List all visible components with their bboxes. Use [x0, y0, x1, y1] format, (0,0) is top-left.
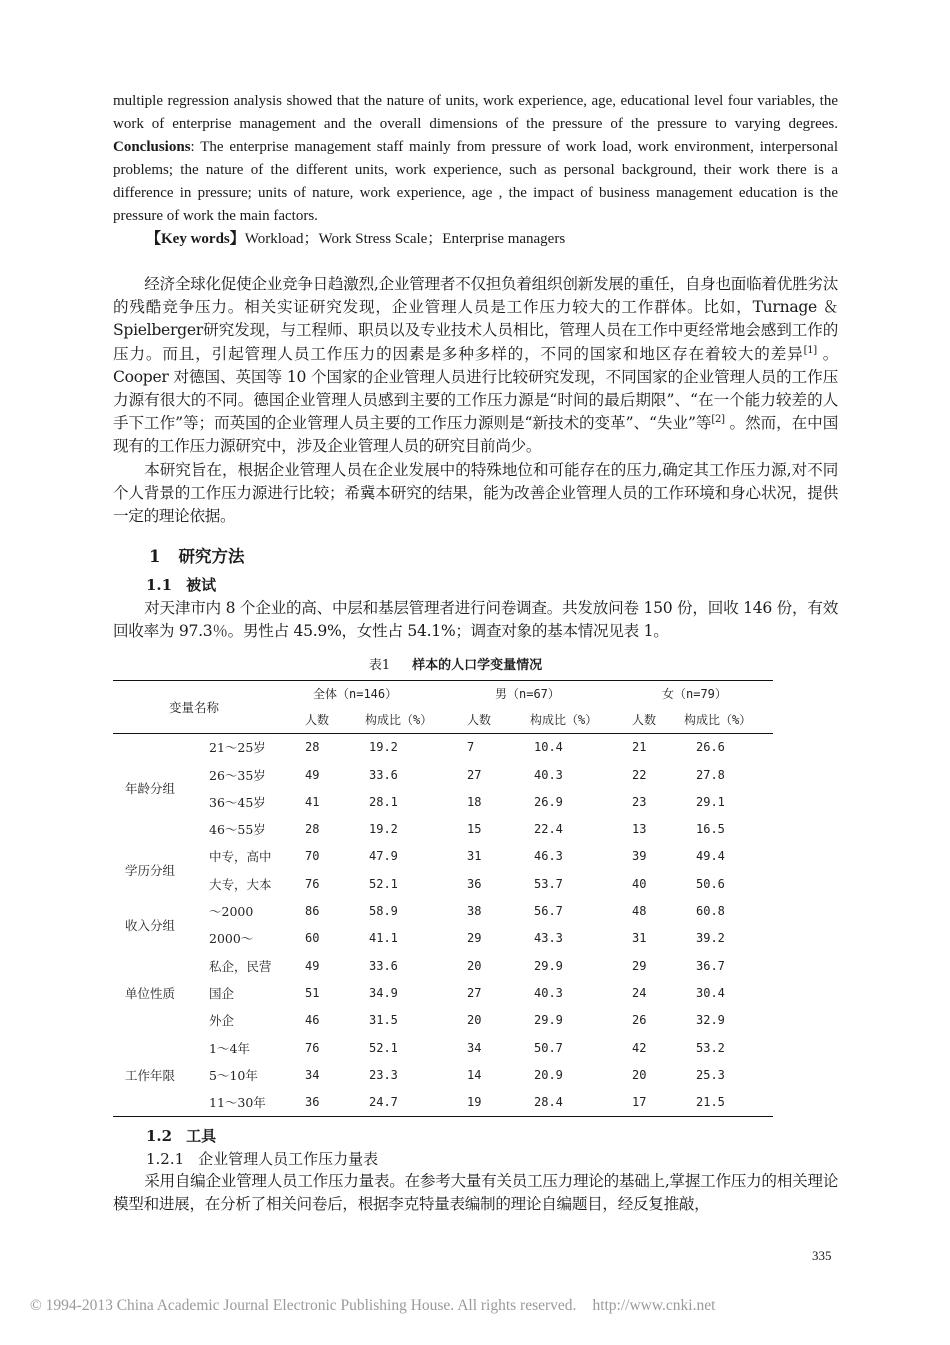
cell-percent: 47.9 [369, 849, 398, 864]
copyright-footer [30, 1297, 715, 1315]
cell-percent: 26.6 [696, 740, 725, 755]
page-body [113, 90, 838, 1216]
cell-count: 36 [305, 1095, 320, 1110]
cell-percent: 28.4 [534, 1095, 563, 1110]
cell-percent: 36.7 [696, 958, 725, 973]
cell-percent: 19.2 [369, 740, 398, 755]
table-row [113, 761, 773, 788]
row-category: 外企 [209, 1013, 235, 1029]
cell-count: 23 [632, 794, 647, 809]
cell-percent: 49.4 [696, 849, 725, 864]
cell-percent: 41.1 [369, 931, 398, 946]
cell-count: 7 [467, 740, 475, 755]
group-header-all: 全体（n=146） [313, 687, 398, 702]
cell-count: 60 [305, 931, 320, 946]
citation-ref[interactable]: [1] [803, 344, 817, 356]
group-header-female: 女（n=79） [662, 687, 727, 702]
cell-percent: 39.2 [696, 931, 725, 946]
cell-count: 20 [467, 1013, 482, 1028]
cell-percent: 56.7 [534, 904, 563, 919]
col-count: 人数 [305, 707, 357, 734]
cell-percent: 60.8 [696, 904, 725, 919]
cell-percent: 53.7 [534, 876, 563, 891]
footer-link[interactable]: http://www.cnki.net [592, 1297, 716, 1314]
cell-percent: 52.1 [369, 1040, 398, 1055]
row-category: 中专，高中 [209, 849, 272, 865]
cell-percent: 16.5 [696, 822, 725, 837]
copyright-text: © 1994-2013 China Academic Journal Electronic Publishing House. All rights reserved. [30, 1297, 577, 1314]
cell-count: 34 [467, 1040, 482, 1055]
table-row [113, 897, 773, 924]
keywords-text: Workload；Work Stress Scale；Enterprise managers [244, 231, 566, 247]
participants-paragraph: 对天津市内 8 个企业的高、中层和基层管理者进行问卷调查。共发放问卷 150 份，回收 146 份，有效回收率为 97.3％。男性占 45.9%，女性占 54.1%；调查对象的基本情况见表 1。 [113, 599, 838, 641]
col-pct: 构成比（%） [684, 707, 773, 734]
table-row [113, 816, 773, 843]
cell-count: 29 [467, 931, 482, 946]
cell-count: 48 [632, 904, 647, 919]
demographics-table [113, 680, 773, 1117]
subsection-heading: 1.2 工具 [146, 1126, 217, 1145]
cell-percent: 40.3 [534, 985, 563, 1000]
subsubsection-heading: 1.2.1 企业管理人员工作压力量表 [146, 1149, 379, 1168]
cell-count: 39 [632, 849, 647, 864]
intro-paragraph-2: 本研究旨在，根据企业管理人员在企业发展中的特殊地位和可能存在的压力,确定其工作压力源,对不同个人背景的工作压力源进行比较；希冀本研究的结果，能为改善企业管理人员的工作环境和身心状况，提供一定的理论依据。 [113, 460, 838, 526]
table-row [113, 788, 773, 815]
row-category: 大专，大本 [209, 876, 272, 892]
row-category: ～2000 [209, 904, 254, 920]
cell-count: 26 [632, 1013, 647, 1028]
cell-percent: 31.5 [369, 1013, 398, 1028]
cell-percent: 29.9 [534, 958, 563, 973]
var-header: 变量名称 [113, 680, 305, 733]
table-row [113, 925, 773, 952]
subsection-heading: 1.1 被试 [146, 576, 217, 595]
table-row [113, 1007, 773, 1034]
row-group-label: 工作年限 [125, 1067, 176, 1083]
cell-percent: 21.5 [696, 1095, 725, 1110]
cell-percent: 25.3 [696, 1067, 725, 1082]
cell-percent: 27.8 [696, 767, 725, 782]
cell-count: 20 [632, 1067, 647, 1082]
row-category: 5～10年 [209, 1067, 258, 1083]
abstract-text: multiple regression analysis showed that the nature of units, work experience, age, educational level four variables, the work of enterprise management and the overall dimensions of the pressure of the pressure to varying degrees. [113, 93, 838, 132]
cell-percent: 33.6 [369, 767, 398, 782]
cell-percent: 20.9 [534, 1067, 563, 1082]
table-row [113, 1034, 773, 1061]
col-pct: 构成比（%） [357, 707, 467, 734]
cell-percent: 34.9 [369, 985, 398, 1000]
cell-count: 17 [632, 1095, 647, 1110]
cell-count: 76 [305, 1040, 320, 1055]
cell-percent: 53.2 [696, 1040, 725, 1055]
cell-percent: 28.1 [369, 794, 398, 809]
section-heading: 1 研究方法 [149, 547, 245, 567]
citation-ref[interactable]: [2] [711, 414, 725, 426]
cell-count: 36 [467, 876, 482, 891]
cell-count: 38 [467, 904, 482, 919]
intro-paragraph-1: 经济全球化促使企业竞争日趋激烈,企业管理者不仅担负着组织创新发展的重任，自身也面临着优胜劣汰的残酷竞争压力。相关实证研究发现，企业管理人员是工作压力较大的工作群体。比如，Turnage ＆Spielberger研究发现，与工程师、职员以及专业技术人员相比，管理人员在工作中更经常地会感到工作的压力。而且，引起管理人员工作压力的因素是多种多样的，不同的国家和地区存在着较大的差异[1] 。Cooper 对德国、英国等 10 个国家的企业管理人员进行比较研究发现，不同国家的企业管理人员的工作压力源有很大的不同。德国企业管理人员感到主要的工作压力源是“时间的最后期限”、“在一个能力较差的人手下工作”等；而英国的企业管理人员主要的工作压力源则是“新技术的变革”、“失业”等[2] 。然而，在中国现有的工作压力源研究中，涉及企业管理人员的研究目前尚少。 [113, 275, 839, 456]
table-row [113, 1061, 773, 1088]
cell-percent: 46.3 [534, 849, 563, 864]
group-header-male: 男（n=67） [495, 687, 560, 702]
table-body [113, 733, 773, 1116]
row-group-label: 收入分组 [125, 917, 176, 933]
table-row [113, 979, 773, 1006]
english-abstract [113, 90, 838, 228]
cell-count: 13 [632, 822, 647, 837]
cell-percent: 32.9 [696, 1013, 725, 1028]
cell-count: 49 [305, 958, 320, 973]
table-row [113, 733, 773, 761]
cell-count: 42 [632, 1040, 647, 1055]
cell-count: 31 [632, 931, 647, 946]
cell-count: 27 [467, 985, 482, 1000]
cell-count: 70 [305, 849, 320, 864]
cell-percent: 43.3 [534, 931, 563, 946]
row-category: 36～45岁 [209, 794, 266, 810]
row-group-label: 单位性质 [125, 985, 176, 1001]
table-row [113, 870, 773, 897]
cell-percent: 24.7 [369, 1095, 398, 1110]
abstract-conclusions-text: : The enterprise management staff mainly from pressure of work load, work environment, interpersonal problems; the nature of the different units, work experience, such as personal background, their work there is a difference in pressure; units of nature, work experience, age , the impact of business management education is the pressure of work the main factors. [113, 139, 838, 224]
row-group-label: 年龄分组 [125, 781, 176, 797]
keywords-label: 【Key words】 [146, 231, 245, 247]
row-category: 46～55岁 [209, 822, 266, 838]
row-category: 1～4年 [209, 1040, 250, 1056]
cell-count: 34 [305, 1067, 320, 1082]
cell-count: 21 [632, 740, 647, 755]
cell-count: 18 [467, 794, 482, 809]
cell-count: 40 [632, 876, 647, 891]
cell-count: 31 [467, 849, 482, 864]
col-count: 人数 [467, 707, 522, 734]
cell-count: 28 [305, 822, 320, 837]
row-category: 26～35岁 [209, 767, 266, 783]
col-count: 人数 [632, 707, 684, 734]
cell-percent: 50.6 [696, 876, 725, 891]
keywords [146, 228, 838, 251]
cell-percent: 33.6 [369, 958, 398, 973]
cell-count: 27 [467, 767, 482, 782]
cell-count: 28 [305, 740, 320, 755]
row-category: 私企，民营 [209, 958, 272, 974]
cell-percent: 52.1 [369, 876, 398, 891]
row-category: 2000～ [209, 931, 254, 947]
cell-count: 49 [305, 767, 320, 782]
cell-percent: 10.4 [534, 740, 563, 755]
cell-count: 14 [467, 1067, 482, 1082]
cell-percent: 26.9 [534, 794, 563, 809]
cell-count: 46 [305, 1013, 320, 1028]
cell-percent: 29.9 [534, 1013, 563, 1028]
row-category: 11～30年 [209, 1095, 266, 1111]
conclusions-label: Conclusions [113, 139, 191, 155]
cell-count: 20 [467, 958, 482, 973]
table-row [113, 1089, 773, 1117]
cell-count: 24 [632, 985, 647, 1000]
row-group-label: 学历分组 [125, 863, 176, 879]
cell-count: 29 [632, 958, 647, 973]
cell-count: 15 [467, 822, 482, 837]
col-pct: 构成比（%） [522, 707, 632, 734]
row-category: 21～25岁 [209, 740, 266, 756]
cell-count: 41 [305, 794, 320, 809]
cell-count: 19 [467, 1095, 482, 1110]
instrument-paragraph: 采用自编企业管理人员工作压力量表。在参考大量有关员工压力理论的基础上,掌握工作压力的相关理论模型和进展，在分析了相关问卷后，根据李克特量表编制的理论自编题目，经反复推敲， [113, 1171, 838, 1213]
page-number: 335 [812, 1248, 832, 1263]
cell-percent: 19.2 [369, 822, 398, 837]
row-category: 国企 [209, 985, 235, 1001]
cell-percent: 29.1 [696, 794, 725, 809]
cell-percent: 23.3 [369, 1067, 398, 1082]
cell-count: 51 [305, 985, 320, 1000]
cell-count: 76 [305, 876, 320, 891]
table-row [113, 843, 773, 870]
cell-percent: 58.9 [369, 904, 398, 919]
table-caption: 表1 样本的人口学变量情况 [368, 657, 543, 673]
table-row [113, 952, 773, 979]
cell-percent: 30.4 [696, 985, 725, 1000]
cell-count: 22 [632, 767, 647, 782]
cell-count: 86 [305, 904, 320, 919]
cell-percent: 22.4 [534, 822, 563, 837]
cell-percent: 50.7 [534, 1040, 563, 1055]
cell-percent: 40.3 [534, 767, 563, 782]
